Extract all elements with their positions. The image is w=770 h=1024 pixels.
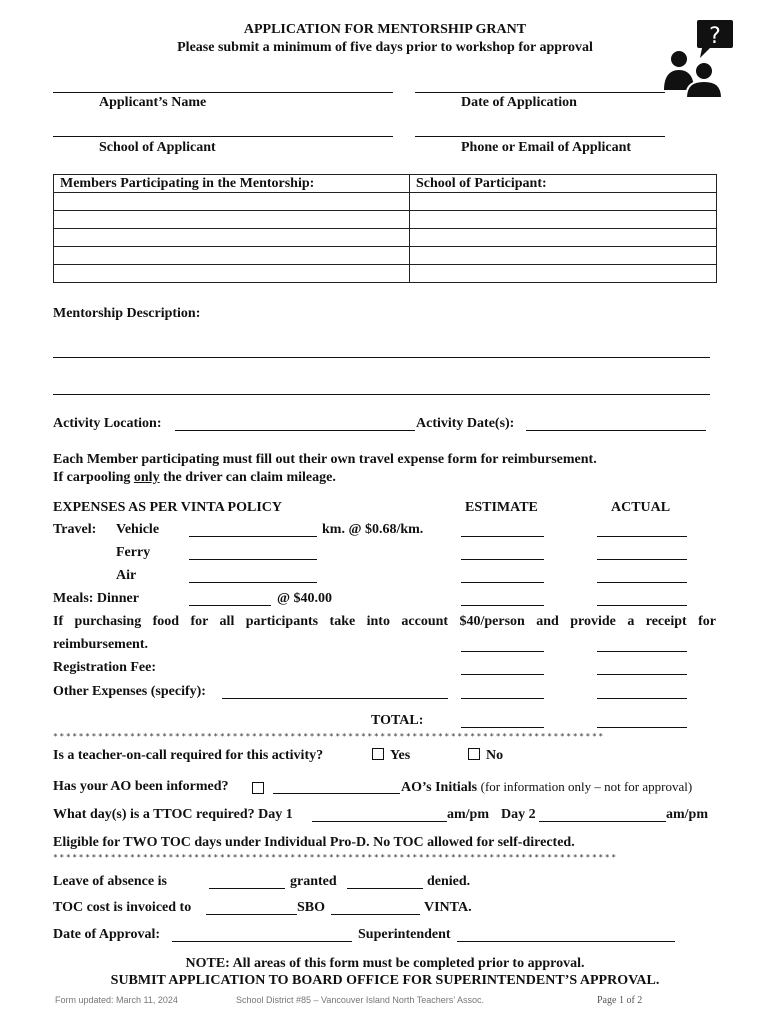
meals-actual-field[interactable] [597, 605, 687, 606]
ferry-actual-field[interactable] [597, 559, 687, 560]
approval-date-label: Date of Approval: [53, 927, 161, 942]
food-estimate-field[interactable] [461, 651, 544, 652]
member-cell[interactable] [54, 265, 410, 283]
ao-checkbox[interactable] [252, 782, 264, 794]
invoiced-vinta-field[interactable] [331, 914, 420, 915]
toc-yes-option[interactable] [372, 748, 410, 764]
ttoc-day1-ampm: am/pm [447, 807, 489, 822]
ferry-field[interactable] [189, 559, 317, 560]
ao-initials-text [401, 779, 692, 796]
food-note-line-2: reimbursement. [53, 637, 148, 652]
eligibility-note: Eligible for TWO TOC days under Individual Pro-D. No TOC allowed for self-directed. [53, 835, 575, 850]
other-expenses-label: Other Expenses (specify): [53, 684, 206, 699]
meals-label: Meals: Dinner [53, 591, 139, 606]
total-label: TOTAL: [371, 713, 424, 728]
leave-granted-field[interactable] [209, 888, 285, 889]
form-subtitle: Please submit a minimum of five days prior to workshop for approval [177, 40, 593, 55]
ferry-estimate-field[interactable] [461, 559, 544, 560]
description-line-2[interactable] [53, 394, 710, 395]
school-cell[interactable] [410, 211, 717, 229]
invoiced-label: TOC cost is invoiced to [53, 900, 192, 915]
ttoc-day1-field[interactable] [312, 821, 447, 822]
toc-question: Is a teacher-on-call required for this activity? [53, 748, 324, 763]
other-actual-field[interactable] [597, 698, 687, 699]
carpool-text-only: only [133, 470, 160, 485]
travel-label: Travel: [53, 522, 97, 537]
registration-label: Registration Fee: [53, 660, 157, 675]
total-estimate-field[interactable] [461, 727, 544, 728]
applicant-school-field[interactable] [53, 136, 393, 137]
total-actual-field[interactable] [597, 727, 687, 728]
meals-count-field[interactable] [189, 605, 271, 606]
page-number: Page 1 of 2 [597, 995, 643, 1006]
food-actual-field[interactable] [597, 651, 687, 652]
ttoc-day2-label: Day 2 [501, 807, 536, 822]
applicant-name-label: Applicant’s Name [99, 95, 207, 110]
invoiced-sbo-field[interactable] [206, 914, 297, 915]
reimbursement-notice: Each Member participating must fill out their own travel expense form for reimbursement. [53, 452, 597, 467]
approval-date-field[interactable] [172, 941, 352, 942]
form-updated-date: Form updated: March 11, 2024 [55, 995, 178, 1005]
leave-denied-field[interactable] [347, 888, 423, 889]
applicant-school-label: School of Applicant [99, 140, 216, 155]
ao-initials-field[interactable] [273, 793, 400, 794]
ttoc-day2-field[interactable] [539, 821, 666, 822]
km-rate-label: km. @ $0.68/km. [322, 522, 424, 537]
submit-instruction: SUBMIT APPLICATION TO BOARD OFFICE FOR SUPERINTENDENT’S APPROVAL. [110, 973, 660, 988]
no-checkbox[interactable] [468, 748, 480, 760]
members-column-header: Members Participating in the Mentorship: [54, 175, 410, 193]
sbo-label: SBO [297, 900, 326, 915]
table-row [54, 229, 717, 247]
leave-label: Leave of absence is [53, 874, 167, 889]
toc-no-option[interactable] [468, 748, 503, 764]
air-estimate-field[interactable] [461, 582, 544, 583]
ttoc-day2-ampm: am/pm [666, 807, 708, 822]
separator-stars: **************************************************************************************** [53, 853, 618, 862]
ferry-label: Ferry [116, 545, 151, 560]
activity-dates-field[interactable] [526, 430, 706, 431]
separator-stars: ************************************************************************************** [53, 732, 605, 741]
meal-rate-label: @ $40.00 [277, 591, 333, 606]
members-table [53, 174, 717, 283]
member-cell[interactable] [54, 247, 410, 265]
superintendent-label: Superintendent [358, 927, 451, 942]
estimate-header: ESTIMATE [465, 500, 538, 515]
superintendent-signature-field[interactable] [457, 941, 675, 942]
air-field[interactable] [189, 582, 317, 583]
applicant-contact-label: Phone or Email of Applicant [461, 140, 632, 155]
ttoc-day1-label: What day(s) is a TTOC required? Day 1 [53, 807, 293, 822]
vinta-label: VINTA. [424, 900, 472, 915]
member-cell[interactable] [54, 229, 410, 247]
actual-header: ACTUAL [611, 500, 671, 515]
form-title: APPLICATION FOR MENTORSHIP GRANT [243, 22, 527, 37]
table-header-row [54, 175, 717, 193]
other-expenses-field[interactable] [222, 698, 448, 699]
registration-estimate-field[interactable] [461, 674, 544, 675]
table-row [54, 193, 717, 211]
vehicle-label: Vehicle [116, 522, 160, 537]
vehicle-actual-field[interactable] [597, 536, 687, 537]
ao-initials-label: AO’s Initials [401, 780, 478, 795]
school-cell[interactable] [410, 193, 717, 211]
school-column-header: School of Participant: [410, 175, 717, 193]
activity-location-label: Activity Location: [53, 416, 162, 431]
vehicle-km-field[interactable] [189, 536, 317, 537]
carpool-text-a: If carpooling [53, 470, 134, 485]
description-line-1[interactable] [53, 357, 710, 358]
air-actual-field[interactable] [597, 582, 687, 583]
granted-label: granted [290, 874, 337, 889]
member-cell[interactable] [54, 193, 410, 211]
member-cell[interactable] [54, 211, 410, 229]
activity-dates-label: Activity Date(s): [416, 416, 515, 431]
description-label: Mentorship Description: [53, 306, 201, 321]
district-name: School District #85 – Vancouver Island North Teachers’ Assoc. [236, 995, 484, 1005]
ao-note: (for information only – not for approval) [480, 779, 693, 794]
people-question-icon [664, 18, 736, 100]
table-row [54, 265, 717, 283]
application-date-field[interactable] [415, 92, 665, 93]
denied-label: denied. [427, 874, 471, 889]
school-cell[interactable] [410, 247, 717, 265]
applicant-name-field[interactable] [53, 92, 393, 93]
air-label: Air [116, 568, 137, 583]
svg-text:?: ? [709, 24, 721, 49]
yes-label: Yes [390, 748, 411, 763]
activity-location-field[interactable] [175, 430, 415, 431]
table-row [54, 247, 717, 265]
no-label: No [486, 748, 504, 763]
registration-actual-field[interactable] [597, 674, 687, 675]
expenses-heading: EXPENSES AS PER VINTA POLICY [53, 500, 282, 515]
yes-checkbox[interactable] [372, 748, 384, 760]
school-cell[interactable] [410, 229, 717, 247]
ao-question: Has your AO been informed? [53, 779, 229, 794]
application-date-label: Date of Application [461, 95, 577, 110]
carpool-text-b: the driver can claim mileage. [159, 470, 336, 485]
meals-estimate-field[interactable] [461, 605, 544, 606]
table-row [54, 211, 717, 229]
food-note-line-1: If purchasing food for all participants take into account $40/person and provide a receipt for [53, 614, 716, 629]
other-estimate-field[interactable] [461, 698, 544, 699]
applicant-contact-field[interactable] [415, 136, 665, 137]
ao-checkbox-wrap[interactable] [252, 780, 270, 798]
vehicle-estimate-field[interactable] [461, 536, 544, 537]
completion-note: NOTE: All areas of this form must be completed prior to approval. [185, 956, 585, 971]
carpool-notice [53, 470, 336, 486]
school-cell[interactable] [410, 265, 717, 283]
